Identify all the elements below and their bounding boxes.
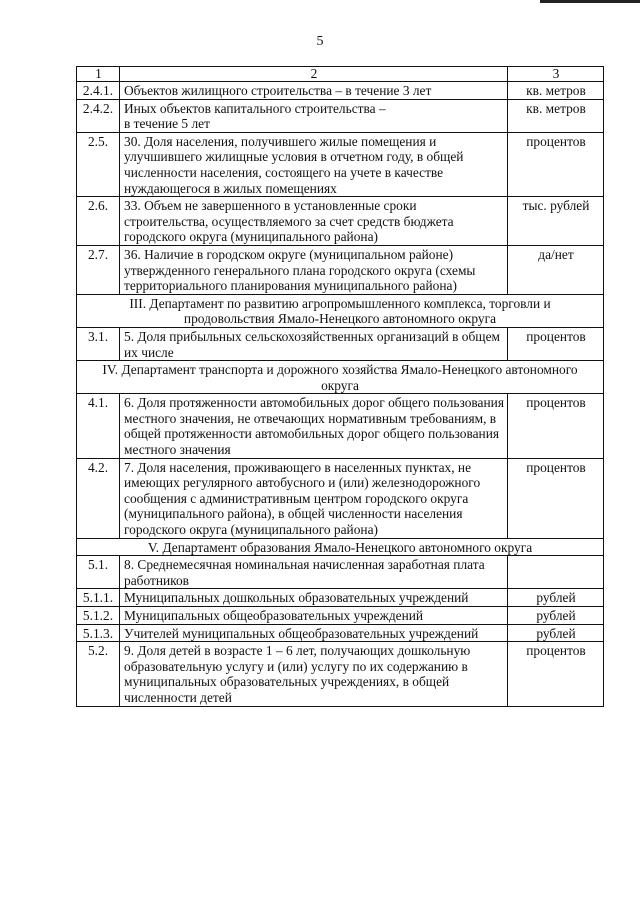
table-row xyxy=(77,99,604,132)
unit-of-measure: процентов xyxy=(508,458,604,538)
row-number: 2.4.2. xyxy=(77,99,120,132)
row-number: 2.7. xyxy=(77,245,120,294)
unit-of-measure: процентов xyxy=(508,132,604,196)
indicator-text: 5. Доля прибыльных сельскохозяйственных организаций в общем их числе xyxy=(120,327,508,360)
table-row xyxy=(77,458,604,538)
section-heading-row xyxy=(77,538,604,556)
row-number: 4.2. xyxy=(77,458,120,538)
unit-of-measure: тыс. рублей xyxy=(508,197,604,246)
indicator-text: Иных объектов капитального строительства – в течение 5 лет xyxy=(120,99,508,132)
row-number: 5.2. xyxy=(77,642,120,706)
unit-of-measure: кв. метров xyxy=(508,99,604,132)
row-number: 5.1. xyxy=(77,556,120,589)
unit-of-measure: кв. метров xyxy=(508,82,604,100)
table-row xyxy=(77,624,604,642)
unit-of-measure xyxy=(508,556,604,589)
table-row xyxy=(77,642,604,706)
indicator-text: 33. Объем не завершенного в установленные сроки строительства, осуществляемого за счет средств бюджета городского округа (муниципального района) xyxy=(120,197,508,246)
table-row xyxy=(77,132,604,196)
row-number: 5.1.3. xyxy=(77,624,120,642)
table-row xyxy=(77,607,604,625)
indicator-table xyxy=(76,66,604,707)
section-heading-row xyxy=(77,361,604,394)
row-number: 4.1. xyxy=(77,394,120,458)
page-number: 5 xyxy=(316,34,324,49)
table-header-row xyxy=(77,67,604,82)
table-row xyxy=(77,589,604,607)
unit-of-measure: процентов xyxy=(508,394,604,458)
row-number: 2.4.1. xyxy=(77,82,120,100)
unit-of-measure: рублей xyxy=(508,589,604,607)
indicator-text: 7. Доля населения, проживающего в населенных пунктах, не имеющих регулярного автобусного и (или) железнодорожного сообщения с административным центром городского округа (муниципального района), в общей численности населения городского округа (муниципального района) xyxy=(120,458,508,538)
indicator-text: 9. Доля детей в возрасте 1 – 6 лет, получающих дошкольную образовательную услугу и (или) услугу по их содержанию в муниципальных образовательных учреждениях, в общей численности детей xyxy=(120,642,508,706)
unit-of-measure: да/нет xyxy=(508,245,604,294)
table-row xyxy=(77,556,604,589)
indicator-text: Муниципальных дошкольных образовательных учреждений xyxy=(120,589,508,607)
row-number: 2.5. xyxy=(77,132,120,196)
indicator-text: 30. Доля населения, получившего жилые помещения и улучшившего жилищные условия в отчетном году, в общей численности населения, состоящего на учете в качестве нуждающегося в жилых помещениях xyxy=(120,132,508,196)
indicator-text: Учителей муниципальных общеобразовательных учреждений xyxy=(120,624,508,642)
table-row xyxy=(77,82,604,100)
indicator-text: Муниципальных общеобразовательных учреждений xyxy=(120,607,508,625)
section-heading: III. Департамент по развитию агропромышленного комплекса, торговли и продовольствия Ямало-Ненецкого автономного округа xyxy=(77,294,604,327)
table-row xyxy=(77,197,604,246)
unit-of-measure: рублей xyxy=(508,624,604,642)
indicator-text: 8. Среднемесячная номинальная начисленная заработная плата работников xyxy=(120,556,508,589)
column-header-3: 3 xyxy=(508,67,604,82)
indicator-text: Объектов жилищного строительства – в течение 3 лет xyxy=(120,82,508,100)
section-heading: V. Департамент образования Ямало-Ненецкого автономного округа xyxy=(77,538,604,556)
unit-of-measure: процентов xyxy=(508,327,604,360)
row-number: 5.1.2. xyxy=(77,607,120,625)
table-row xyxy=(77,394,604,458)
column-header-2: 2 xyxy=(120,67,508,82)
row-number: 3.1. xyxy=(77,327,120,360)
table-row xyxy=(77,245,604,294)
section-heading: IV. Департамент транспорта и дорожного хозяйства Ямало-Ненецкого автономного округа xyxy=(77,361,604,394)
unit-of-measure: процентов xyxy=(508,642,604,706)
row-number: 2.6. xyxy=(77,197,120,246)
top-edge-mark xyxy=(540,0,640,3)
indicator-text: 6. Доля протяженности автомобильных дорог общего пользования местного значения, не отвечающих нормативным требованиям, в общей протяженности автомобильных дорог общего пользования местного значения xyxy=(120,394,508,458)
table-row xyxy=(77,327,604,360)
indicator-text: 36. Наличие в городском округе (муниципальном районе) утвержденного генерального плана городского округа (схемы территориального планирования муниципального района) xyxy=(120,245,508,294)
row-number: 5.1.1. xyxy=(77,589,120,607)
column-header-1: 1 xyxy=(77,67,120,82)
unit-of-measure: рублей xyxy=(508,607,604,625)
section-heading-row xyxy=(77,294,604,327)
